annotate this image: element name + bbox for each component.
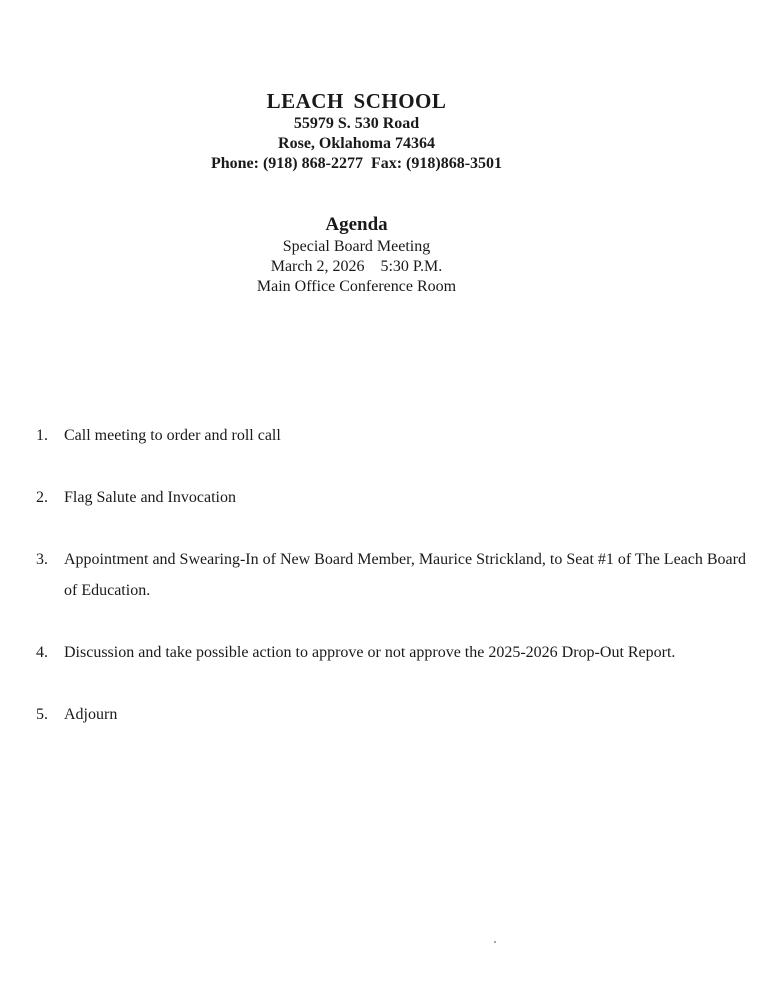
meeting-type: Special Board Meeting xyxy=(282,238,431,255)
address-line-2: Rose, Oklahoma 74364 xyxy=(278,135,435,152)
agenda-item-text: Discussion and take possible action to approve or not approve the 2025-2026 Drop-Out Report. xyxy=(64,644,676,661)
agenda-item-text: Flag Salute and Invocation xyxy=(64,489,236,506)
agenda-item xyxy=(36,482,751,513)
agenda-header xyxy=(0,213,713,297)
letterhead xyxy=(0,88,713,174)
meeting-date-time: March 2, 2026 5:30 P.M. xyxy=(270,258,443,275)
agenda-item-number: 3. xyxy=(36,551,48,568)
agenda-items-list xyxy=(36,420,751,761)
scan-speck xyxy=(494,941,496,943)
agenda-item xyxy=(36,420,751,451)
contact-line: Phone: (918) 868-2277 Fax: (918)868-3501 xyxy=(210,155,503,172)
agenda-item xyxy=(36,637,751,668)
agenda-item-number: 5. xyxy=(36,706,48,723)
agenda-item xyxy=(36,699,751,730)
agenda-item-text: Appointment and Swearing-In of New Board Member, Maurice Strickland, to Seat #1 of The Leach Board of Education. xyxy=(64,551,746,599)
agenda-title: Agenda xyxy=(325,214,388,235)
agenda-item-number: 4. xyxy=(36,644,48,661)
agenda-item-number: 1. xyxy=(36,427,48,444)
agenda-item-number: 2. xyxy=(36,489,48,506)
school-name: LEACH SCHOOL xyxy=(266,89,447,113)
agenda-item xyxy=(36,544,751,606)
agenda-item-text: Call meeting to order and roll call xyxy=(64,427,281,444)
address-line-1: 55979 S. 530 Road xyxy=(293,115,420,132)
meeting-location: Main Office Conference Room xyxy=(256,278,457,295)
agenda-item-text: Adjourn xyxy=(64,706,118,723)
